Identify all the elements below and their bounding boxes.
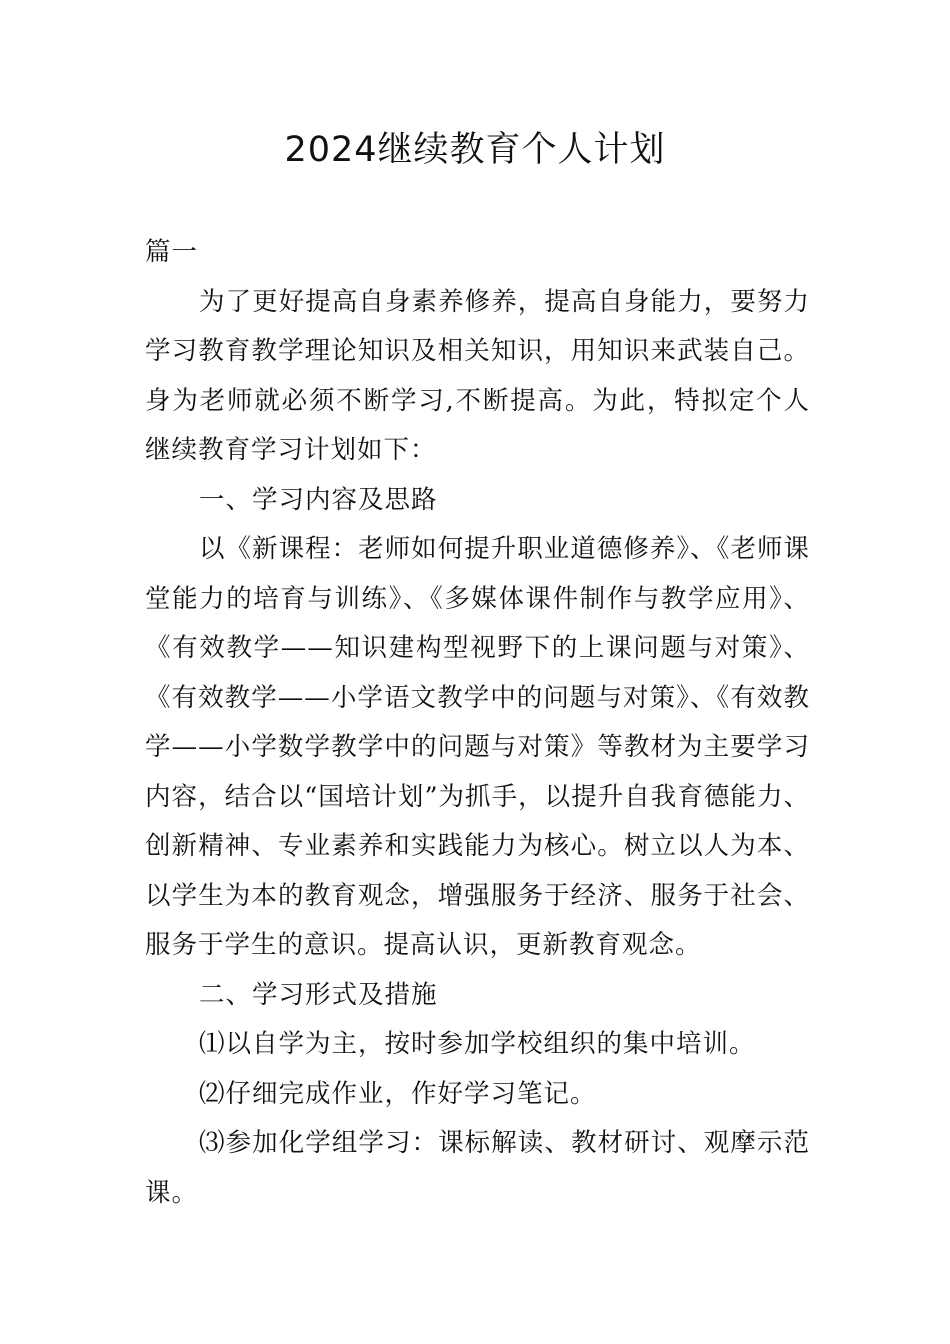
intro-paragraph: 为了更好提高自身素养修养，提高自身能力，要努力学习教育教学理论知识及相关知识，用知识来武装自己。身为老师就必须不断学习,不断提高。为此，特拟定个人继续教育学习计划如下：	[145, 286, 810, 465]
method-item-2: ⑵仔细完成作业，作好学习笔记。	[199, 1078, 597, 1109]
section-label: 篇一	[145, 237, 199, 267]
heading-learning-content: 一、学习内容及思路	[199, 484, 438, 515]
document-title: 2024继续教育个人计划	[284, 130, 666, 170]
document-body	[145, 228, 810, 1218]
method-item-3: ⑶参加化学组学习：课标解读、教材研讨、观摩示范课。	[145, 1128, 810, 1208]
heading-learning-methods: 二、学习形式及措施	[199, 979, 438, 1010]
learning-content-paragraph: 以《新课程：老师如何提升职业道德修养》、《老师课堂能力的培育与训练》、《多媒体课件制作与教学应用》、《有效教学——知识建构型视野下的上课问题与对策》、《有效教学——小学语文教学中的问题与对策》、《有效教学——小学数学教学中的问题与对策》等教材为主要学习内容，结合以“国培计划”为抓手，以提升自我育德能力、创新精神、专业素养和实践能力为核心。树立以人为本、以学生为本的教育观念，增强服务于经济、服务于社会、服务于学生的意识。提高认识，更新教育观念。	[145, 534, 810, 960]
method-item-1: ⑴以自学为主，按时参加学校组织的集中培训。	[199, 1029, 756, 1059]
